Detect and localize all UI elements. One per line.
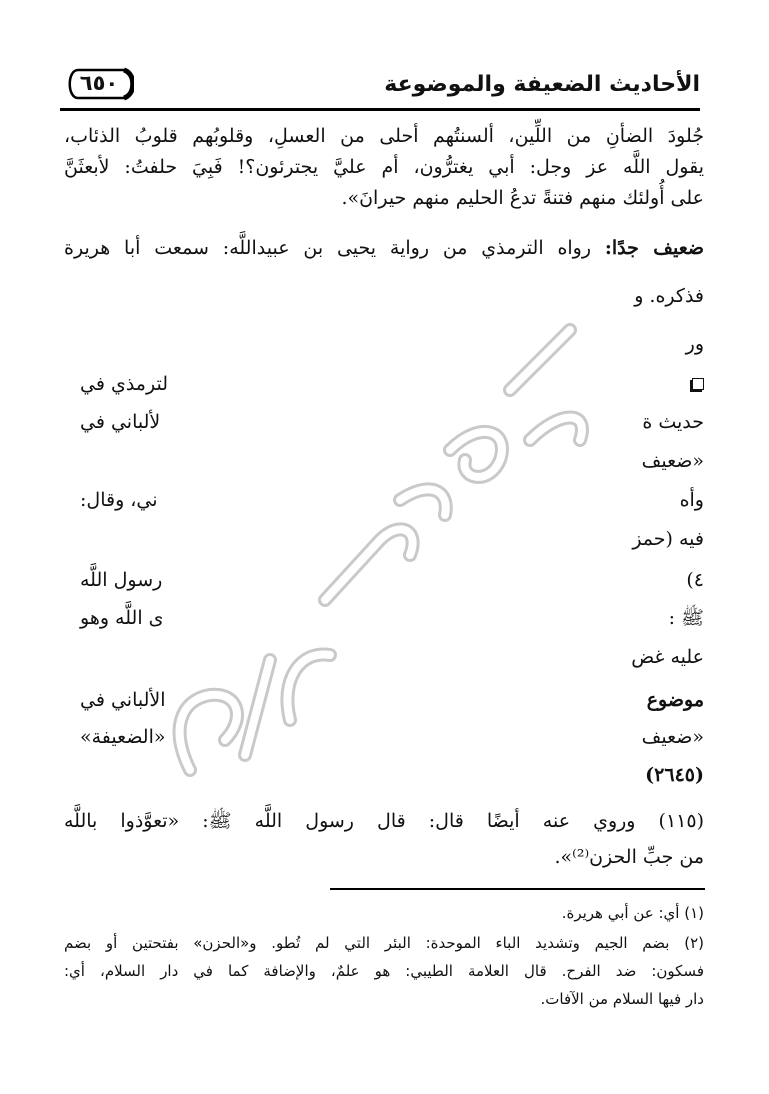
fragment-left: لترمذي في <box>80 373 168 395</box>
page-header <box>60 60 700 110</box>
body-line-1: جُلودَ الضأنِ من اللِّين، ألسنتُهم أحلى من العسلِ، وقلوبُهم قلوبُ الذئاب، <box>64 125 704 147</box>
square-bullet-icon <box>692 378 704 390</box>
fragment-right: عليه غض <box>631 646 704 668</box>
fragment-right: «ضعيف <box>641 726 704 748</box>
body-line-3: على أُولئك منهم فتنةً تدعُ الحليم منهم حيرانَ». <box>341 187 704 209</box>
fragment-left: «الضعيفة» <box>80 726 166 748</box>
fragment-left: رسول اللَّه <box>80 569 163 591</box>
fragment-right <box>692 369 704 399</box>
footnote-2-line-1: (٢) بضم الجيم وتشديد الباء الموحدة: البئر التي لم تُطو. و«الحزن» بفتحتين أو بضم <box>64 934 704 952</box>
fragment-right: ﷺ : <box>668 607 704 629</box>
verdict-continuation: فذكره. و <box>634 285 704 307</box>
fragment-right: وأه <box>679 489 704 511</box>
running-title: الأحاديث الضعيفة والموضوعة <box>384 72 700 97</box>
fragment-right: فيه (حمز <box>632 528 704 550</box>
fragment-left: لألباني في <box>80 411 161 433</box>
footnote-2-line-2: فسكون: ضد الفرح. قال العلامة الطيبي: هو علمٌ، والإضافة كما في دار السلام، أي: <box>64 962 704 980</box>
fragment-left: الألباني في <box>80 689 166 711</box>
waqf-watermark-icon <box>150 300 610 800</box>
verdict-fabricated: موضوع <box>646 689 704 711</box>
hadith-number: (٢٦٤٥) <box>645 764 704 786</box>
verdict-text: رواه الترمذي من رواية يحيى بن عبيداللَّه: سمعت أبا هريرة <box>64 237 592 259</box>
header-rule <box>60 108 700 111</box>
fragment-left: ني، وقال: <box>80 489 158 511</box>
hadith-115-line-2: من جبِّ الحزن⁽²⁾». <box>554 846 704 868</box>
footnote-rule <box>330 888 705 890</box>
verdict-label: ضعيف جدًا: <box>604 237 705 259</box>
fragment-right: حديث ة <box>642 411 704 433</box>
page-number-badge <box>64 66 134 102</box>
fragment-right: ور <box>685 333 704 355</box>
footnote-1: (١) أي: عن أبي هريرة. <box>561 904 704 922</box>
hadith-115-line-1: (١١٥) وروي عنه أيضًا قال: قال رسول اللَّه ﷺ: «تعوَّذوا باللَّه <box>64 810 704 832</box>
page-number: ٦٥٠ <box>79 71 119 95</box>
fragment-right: «ضعيف <box>641 450 704 472</box>
fragment-left: ى اللَّه وهو <box>80 607 164 629</box>
verdict-line <box>64 233 704 263</box>
footnote-2-line-3: دار فيها السلام من الآفات. <box>540 990 704 1008</box>
fragment-right: ٤) <box>686 569 704 591</box>
body-line-2: يقول اللَّه عز وجل: أبي يغترُّون، أم عليَّ يجترئون؟! فَبِيَ حلفتُ: لأبعثَنَّ <box>64 156 704 178</box>
